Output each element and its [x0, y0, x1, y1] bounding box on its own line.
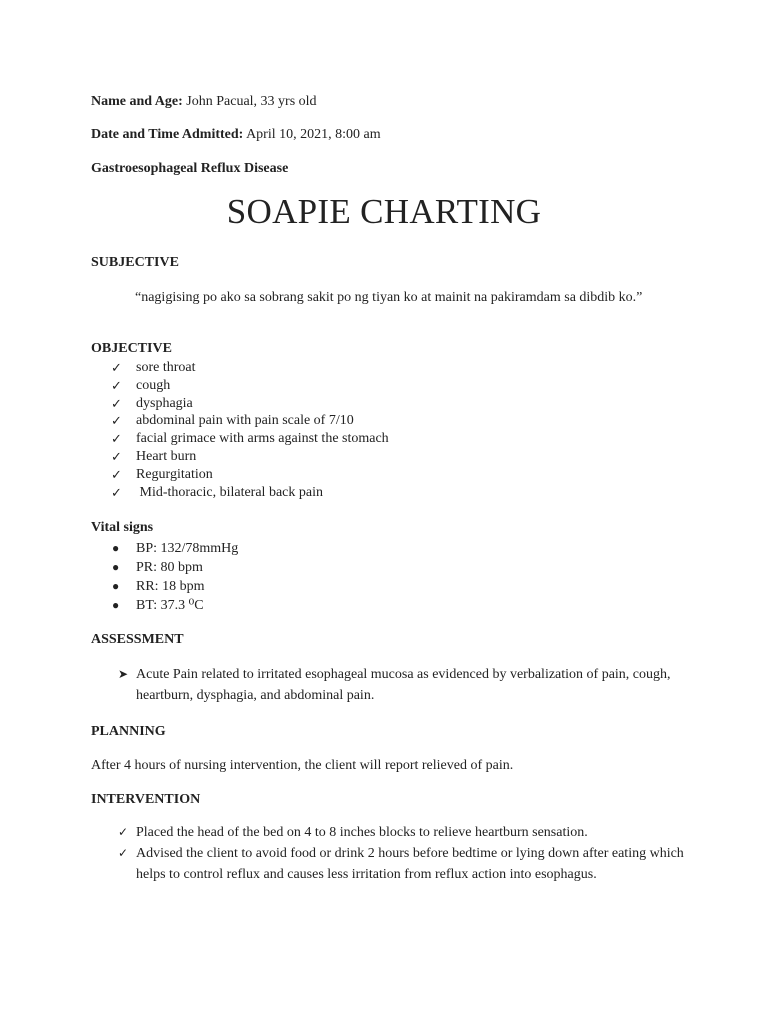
list-item: ✓ cough — [111, 377, 171, 393]
checkmark-icon: ✓ — [111, 377, 122, 393]
bullet-icon: ● — [112, 598, 120, 612]
list-item: ● PR: 80 bpm — [112, 560, 203, 575]
subjective-quote: “nagigising po ako sa sobrang sakit po ng tiyan ko at mainit na pakiramdam sa dibdib ko.” — [135, 290, 643, 305]
bullet-icon: ● — [112, 560, 120, 574]
objective-heading: OBJECTIVE — [91, 341, 172, 356]
name-age-value: John Pacual, 33 yrs old — [186, 94, 317, 109]
page-title: SOAPIE CHARTING — [226, 192, 542, 231]
checkmark-icon: ✓ — [111, 431, 122, 447]
vitals-heading: Vital signs — [91, 520, 154, 535]
name-age-line — [91, 94, 317, 110]
diagnosis: Gastroesophageal Reflux Disease — [91, 161, 289, 176]
checkmark-icon: ✓ — [118, 825, 129, 839]
list-item: ✓ abdominal pain with pain scale of 7/10 — [111, 413, 354, 429]
list-item: ✓ sore throat — [111, 360, 196, 375]
assessment-heading: ASSESSMENT — [91, 632, 184, 647]
intervention-item — [118, 843, 696, 885]
intervention-text: Advised the client to avoid food or drink 2 hours before bedtime or lying down after eating which helps to control reflux and causes less irritation from reflux action into esophagus. — [136, 846, 684, 882]
bullet-icon: ● — [112, 541, 120, 555]
list-item: ✓ Regurgitation — [111, 466, 213, 482]
assessment-text: Acute Pain related to irritated esophageal mucosa as evidenced by verbalization of pain, cough, heartburn, dysphagia, and abdominal pain. — [136, 667, 671, 703]
arrowhead-icon: ➤ — [118, 667, 129, 681]
list-item: ✓ Heart burn — [111, 448, 197, 464]
list-item: ● RR: 18 bpm — [112, 579, 205, 594]
list-item: ● BT: 37.3 ⁰C — [112, 598, 204, 613]
checkmark-icon: ✓ — [111, 484, 122, 500]
checkmark-icon: ✓ — [111, 360, 122, 375]
vitals-list — [108, 539, 238, 615]
checkmark-icon: ✓ — [111, 395, 122, 411]
list-item: ✓ facial grimace with arms against the stomach — [111, 431, 389, 447]
admission-line — [91, 127, 381, 143]
checkmark-icon: ✓ — [111, 413, 122, 429]
intervention-heading: INTERVENTION — [91, 792, 201, 807]
list-item: ✓ dysphagia — [111, 395, 193, 411]
list-item: ✓ Mid-thoracic, bilateral back pain — [111, 484, 323, 500]
intervention-text: Placed the head of the bed on 4 to 8 inches blocks to relieve heartburn sensation. — [136, 825, 588, 840]
objective-list — [108, 359, 389, 501]
bullet-icon: ● — [112, 579, 120, 593]
list-item: ● BP: 132/78mmHg — [112, 541, 239, 556]
planning-heading: PLANNING — [91, 724, 166, 739]
intervention-item — [118, 822, 696, 843]
checkmark-icon: ✓ — [111, 448, 122, 464]
subjective-heading: SUBJECTIVE — [91, 255, 179, 270]
assessment-item — [118, 664, 696, 706]
admission-value: April 10, 2021, 8:00 am — [246, 127, 381, 142]
checkmark-icon: ✓ — [111, 466, 122, 482]
admission-label: Date and Time Admitted: — [91, 127, 244, 142]
name-age-label: Name and Age: — [91, 94, 183, 109]
planning-text: After 4 hours of nursing intervention, the client will report relieved of pain. — [91, 758, 514, 773]
checkmark-icon: ✓ — [118, 846, 129, 860]
